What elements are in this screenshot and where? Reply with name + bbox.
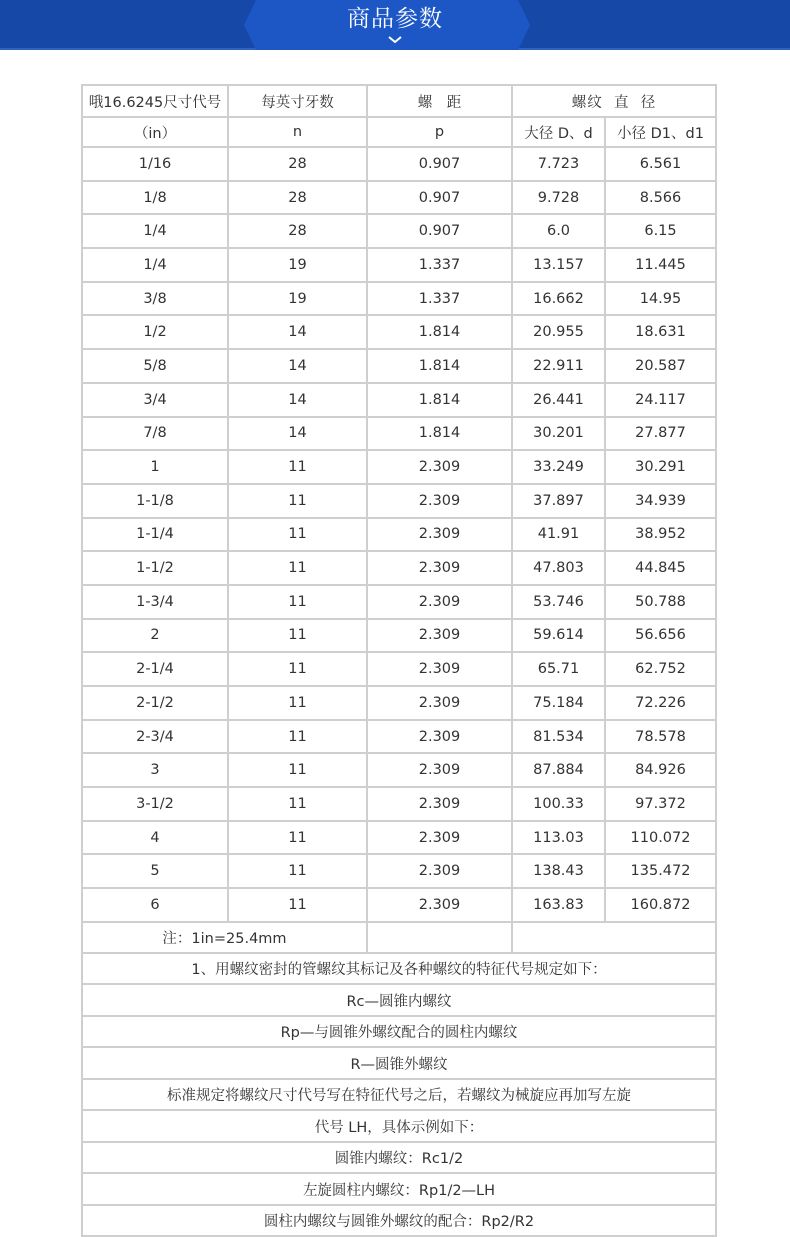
text-row <box>82 1142 716 1174</box>
cell-size: 3/4 <box>82 383 228 417</box>
text-row <box>82 1173 716 1205</box>
note-row <box>82 922 716 953</box>
cell-tpi: 14 <box>228 315 367 349</box>
cell-pitch: 1.337 <box>367 282 512 316</box>
header-size-code: 哦16.6245尺寸代号 <box>82 85 228 117</box>
table-row <box>82 619 716 653</box>
cell-minor-diameter: 72.226 <box>605 686 716 720</box>
table-row <box>82 484 716 518</box>
cell-pitch: 1.337 <box>367 248 512 282</box>
table-row <box>82 551 716 585</box>
cell-pitch: 0.907 <box>367 181 512 215</box>
cell-tpi: 14 <box>228 383 367 417</box>
cell-pitch: 2.309 <box>367 720 512 754</box>
table-row <box>82 315 716 349</box>
cell-pitch: 2.309 <box>367 518 512 552</box>
cell-tpi: 11 <box>228 821 367 855</box>
cell-size: 1-3/4 <box>82 585 228 619</box>
cell-pitch: 2.309 <box>367 821 512 855</box>
cell-minor-diameter: 8.566 <box>605 181 716 215</box>
cell-pitch: 2.309 <box>367 484 512 518</box>
cell-major-diameter: 30.201 <box>512 417 605 451</box>
cell-tpi: 11 <box>228 484 367 518</box>
cell-major-diameter: 47.803 <box>512 551 605 585</box>
header-diameter: 螺纹 直 径 <box>512 85 716 117</box>
cell-tpi: 11 <box>228 720 367 754</box>
cell-minor-diameter: 84.926 <box>605 753 716 787</box>
cell-size: 1-1/4 <box>82 518 228 552</box>
text-row <box>82 1079 716 1111</box>
text-row-content: R—圆锥外螺纹 <box>82 1047 716 1079</box>
text-row-content: 圆柱内螺纹与圆锥外螺纹的配合：Rp2/R2 <box>82 1205 716 1237</box>
cell-size: 1/4 <box>82 248 228 282</box>
empty-cell <box>367 922 512 953</box>
table-row <box>82 652 716 686</box>
cell-size: 1/4 <box>82 214 228 248</box>
cell-minor-diameter: 38.952 <box>605 518 716 552</box>
cell-size: 1-1/8 <box>82 484 228 518</box>
cell-tpi: 19 <box>228 282 367 316</box>
cell-pitch: 1.814 <box>367 417 512 451</box>
table-row <box>82 349 716 383</box>
text-row-content: 标准规定将螺纹尺寸代号写在特征代号之后，若螺纹为械旋应再加写左旋 <box>82 1079 716 1111</box>
table-row <box>82 787 716 821</box>
table-row <box>82 214 716 248</box>
cell-major-diameter: 53.746 <box>512 585 605 619</box>
cell-pitch: 0.907 <box>367 214 512 248</box>
cell-minor-diameter: 11.445 <box>605 248 716 282</box>
subheader-tpi-symbol: n <box>228 117 367 147</box>
cell-minor-diameter: 50.788 <box>605 585 716 619</box>
cell-pitch: 2.309 <box>367 551 512 585</box>
cell-pitch: 1.814 <box>367 349 512 383</box>
table-row <box>82 854 716 888</box>
empty-cell <box>512 922 716 953</box>
cell-size: 5 <box>82 854 228 888</box>
cell-size: 7/8 <box>82 417 228 451</box>
subheader-pitch-symbol: p <box>367 117 512 147</box>
cell-major-diameter: 59.614 <box>512 619 605 653</box>
text-row <box>82 1047 716 1079</box>
table-row <box>82 450 716 484</box>
cell-pitch: 1.814 <box>367 315 512 349</box>
cell-tpi: 11 <box>228 518 367 552</box>
table-row <box>82 888 716 922</box>
cell-major-diameter: 16.662 <box>512 282 605 316</box>
cell-major-diameter: 9.728 <box>512 181 605 215</box>
text-row-content: Rc—圆锥内螺纹 <box>82 984 716 1016</box>
cell-minor-diameter: 18.631 <box>605 315 716 349</box>
cell-tpi: 28 <box>228 147 367 181</box>
cell-minor-diameter: 56.656 <box>605 619 716 653</box>
cell-tpi: 14 <box>228 417 367 451</box>
table-row <box>82 518 716 552</box>
cell-tpi: 11 <box>228 854 367 888</box>
table-row <box>82 753 716 787</box>
table-row <box>82 181 716 215</box>
table-row <box>82 248 716 282</box>
cell-size: 6 <box>82 888 228 922</box>
cell-major-diameter: 138.43 <box>512 854 605 888</box>
page-title: 商品参数 <box>347 6 443 32</box>
cell-pitch: 0.907 <box>367 147 512 181</box>
cell-major-diameter: 87.884 <box>512 753 605 787</box>
cell-major-diameter: 22.911 <box>512 349 605 383</box>
cell-tpi: 11 <box>228 652 367 686</box>
cell-minor-diameter: 20.587 <box>605 349 716 383</box>
cell-size: 3 <box>82 753 228 787</box>
cell-minor-diameter: 135.472 <box>605 854 716 888</box>
cell-size: 2-1/4 <box>82 652 228 686</box>
cell-tpi: 11 <box>228 619 367 653</box>
cell-major-diameter: 20.955 <box>512 315 605 349</box>
cell-size: 1-1/2 <box>82 551 228 585</box>
cell-major-diameter: 75.184 <box>512 686 605 720</box>
cell-minor-diameter: 30.291 <box>605 450 716 484</box>
cell-size: 1/8 <box>82 181 228 215</box>
cell-pitch: 2.309 <box>367 854 512 888</box>
cell-minor-diameter: 44.845 <box>605 551 716 585</box>
subheader-major-diameter: 大径 D、d <box>512 117 605 147</box>
cell-pitch: 2.309 <box>367 787 512 821</box>
unit-note: 注：1in=25.4mm <box>82 922 367 953</box>
subheader-size-unit: （in） <box>82 117 228 147</box>
cell-tpi: 28 <box>228 181 367 215</box>
text-row <box>82 984 716 1016</box>
cell-major-diameter: 7.723 <box>512 147 605 181</box>
text-row-content: 1、用螺纹密封的管螺纹其标记及各种螺纹的特征代号规定如下： <box>82 953 716 985</box>
cell-size: 1/16 <box>82 147 228 181</box>
thread-spec-table <box>81 84 717 1237</box>
cell-major-diameter: 37.897 <box>512 484 605 518</box>
cell-major-diameter: 6.0 <box>512 214 605 248</box>
cell-major-diameter: 65.71 <box>512 652 605 686</box>
cell-tpi: 11 <box>228 686 367 720</box>
cell-major-diameter: 33.249 <box>512 450 605 484</box>
chevron-down-icon <box>388 36 402 44</box>
cell-size: 1 <box>82 450 228 484</box>
cell-tpi: 11 <box>228 551 367 585</box>
text-row <box>82 1016 716 1048</box>
cell-size: 2-3/4 <box>82 720 228 754</box>
cell-tpi: 19 <box>228 248 367 282</box>
cell-minor-diameter: 110.072 <box>605 821 716 855</box>
cell-minor-diameter: 27.877 <box>605 417 716 451</box>
cell-size: 4 <box>82 821 228 855</box>
cell-minor-diameter: 34.939 <box>605 484 716 518</box>
table-subheader-row <box>82 117 716 147</box>
cell-pitch: 2.309 <box>367 619 512 653</box>
cell-major-diameter: 100.33 <box>512 787 605 821</box>
cell-size: 3-1/2 <box>82 787 228 821</box>
cell-minor-diameter: 14.95 <box>605 282 716 316</box>
cell-tpi: 11 <box>228 888 367 922</box>
table-row <box>82 383 716 417</box>
cell-size: 2 <box>82 619 228 653</box>
header-pitch: 螺 距 <box>367 85 512 117</box>
cell-minor-diameter: 97.372 <box>605 787 716 821</box>
cell-minor-diameter: 24.117 <box>605 383 716 417</box>
cell-size: 2-1/2 <box>82 686 228 720</box>
table-row <box>82 147 716 181</box>
cell-pitch: 2.309 <box>367 585 512 619</box>
text-row-content: 左旋圆柱内螺纹：Rp1/2—LH <box>82 1173 716 1205</box>
cell-major-diameter: 26.441 <box>512 383 605 417</box>
cell-pitch: 2.309 <box>367 888 512 922</box>
cell-minor-diameter: 6.15 <box>605 214 716 248</box>
cell-pitch: 1.814 <box>367 383 512 417</box>
cell-pitch: 2.309 <box>367 652 512 686</box>
cell-tpi: 14 <box>228 349 367 383</box>
cell-minor-diameter: 6.561 <box>605 147 716 181</box>
text-row <box>82 1110 716 1142</box>
cell-tpi: 28 <box>228 214 367 248</box>
text-row-content: 圆锥内螺纹：Rc1/2 <box>82 1142 716 1174</box>
text-row <box>82 953 716 985</box>
cell-size: 1/2 <box>82 315 228 349</box>
cell-major-diameter: 13.157 <box>512 248 605 282</box>
table-row <box>82 585 716 619</box>
cell-major-diameter: 81.534 <box>512 720 605 754</box>
cell-minor-diameter: 160.872 <box>605 888 716 922</box>
table-row <box>82 720 716 754</box>
table-row <box>82 686 716 720</box>
cell-pitch: 2.309 <box>367 450 512 484</box>
cell-major-diameter: 163.83 <box>512 888 605 922</box>
table-header-row <box>82 85 716 117</box>
cell-minor-diameter: 62.752 <box>605 652 716 686</box>
header-tpi: 每英寸牙数 <box>228 85 367 117</box>
text-row-content: Rp—与圆锥外螺纹配合的圆柱内螺纹 <box>82 1016 716 1048</box>
cell-major-diameter: 113.03 <box>512 821 605 855</box>
text-row <box>82 1205 716 1237</box>
cell-pitch: 2.309 <box>367 686 512 720</box>
cell-size: 5/8 <box>82 349 228 383</box>
cell-size: 3/8 <box>82 282 228 316</box>
cell-pitch: 2.309 <box>367 753 512 787</box>
table-row <box>82 821 716 855</box>
cell-tpi: 11 <box>228 787 367 821</box>
text-row-content: 代号 LH，具体示例如下： <box>82 1110 716 1142</box>
cell-major-diameter: 41.91 <box>512 518 605 552</box>
table-row <box>82 282 716 316</box>
cell-minor-diameter: 78.578 <box>605 720 716 754</box>
cell-tpi: 11 <box>228 585 367 619</box>
cell-tpi: 11 <box>228 753 367 787</box>
cell-tpi: 11 <box>228 450 367 484</box>
table-row <box>82 417 716 451</box>
subheader-minor-diameter: 小径 D1、d1 <box>605 117 716 147</box>
